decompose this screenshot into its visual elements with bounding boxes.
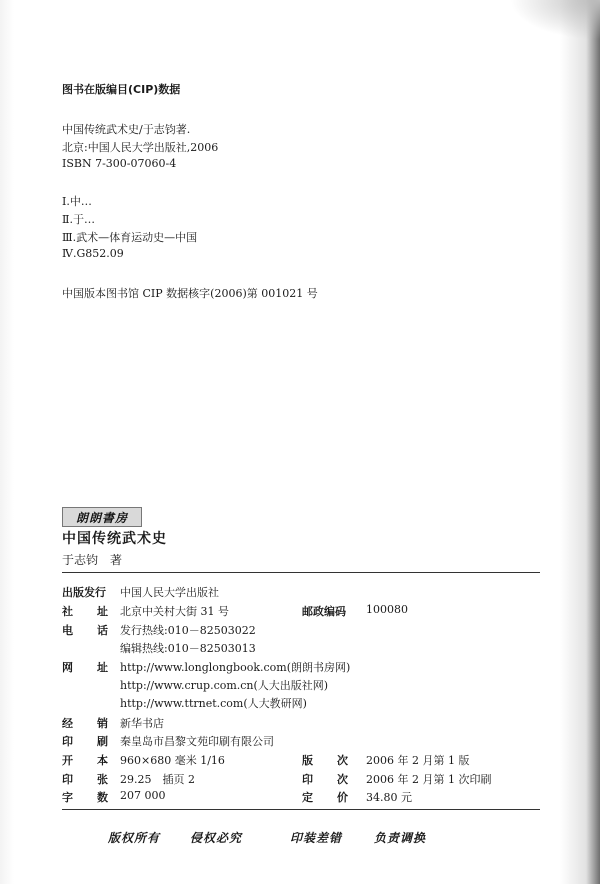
phone-sales: 发行热线:010－82503022	[120, 624, 256, 637]
printer-label	[62, 733, 108, 749]
scan-shadow	[510, 0, 600, 40]
label-char: 刷	[97, 735, 108, 748]
label-char: 数	[97, 791, 108, 804]
phone-label	[62, 622, 108, 638]
publisher-label: 出版发行	[62, 586, 106, 599]
phone-editorial: 编辑热线:010－82503013	[120, 642, 256, 655]
cip-class-line: Ⅲ.武术—体育运动史—中国	[62, 231, 198, 244]
label-char: 字	[62, 791, 73, 804]
rights-reserved: 版权所有	[108, 831, 161, 845]
label-char: 经	[62, 717, 73, 730]
logo-text: 朗朗書房	[75, 510, 128, 525]
label-char: 印	[62, 735, 73, 748]
format-value: 960×680 毫米 1/16	[120, 754, 225, 767]
impression-label	[302, 771, 348, 787]
publisher-value: 中国人民大学出版社	[120, 586, 219, 599]
format-label	[62, 752, 108, 768]
cip-class-line: Ⅱ.于…	[62, 213, 95, 226]
cip-publisher-line: 北京:中国人民大学出版社,2006	[62, 141, 219, 154]
sheets-label	[62, 771, 108, 787]
word-count-label	[62, 789, 108, 805]
edition-label	[302, 752, 348, 768]
label-char: 社	[62, 605, 73, 618]
bottom-divider	[62, 809, 540, 810]
label-char: 话	[97, 624, 108, 637]
label-char: 定	[302, 791, 313, 804]
print-error-notice: 印装差错	[290, 831, 343, 845]
book-author: 于志钧 著	[62, 553, 123, 567]
publisher-logo	[62, 507, 142, 527]
cip-class-line: Ⅳ.G852.09	[62, 247, 124, 260]
label-char: 价	[337, 791, 348, 804]
postcode-label: 邮政编码	[302, 605, 346, 618]
label-char: 印	[62, 773, 73, 786]
top-divider	[62, 572, 540, 573]
impression-value: 2006 年 2 月第 1 次印刷	[366, 773, 492, 786]
label-char: 开	[62, 754, 73, 767]
cip-verification: 中国版本图书馆 CIP 数据核字(2006)第 001021 号	[62, 287, 318, 300]
book-title: 中国传统武术史	[62, 531, 167, 547]
label-char: 电	[62, 624, 73, 637]
label-char: 销	[97, 717, 108, 730]
distributor-value: 新华书店	[120, 717, 164, 730]
cip-title-line: 中国传统武术史/于志钧著.	[62, 123, 191, 136]
price-value: 34.80 元	[366, 791, 412, 804]
label-char: 网	[62, 661, 73, 674]
label-char: 本	[97, 754, 108, 767]
distributor-label	[62, 715, 108, 731]
website-link: http://www.crup.com.cn(人大出版社网)	[120, 679, 329, 692]
label-char: 址	[97, 661, 108, 674]
label-char: 印	[302, 773, 313, 786]
label-char: 次	[337, 773, 348, 786]
label-char: 版	[302, 754, 313, 767]
edition-value: 2006 年 2 月第 1 版	[366, 754, 470, 767]
postcode-value: 100080	[366, 603, 408, 616]
website-label	[62, 659, 108, 675]
infringement-notice: 侵权必究	[190, 831, 243, 845]
cip-heading: 图书在版编目(CIP)数据	[62, 83, 181, 96]
sheets-value: 29.25 插页 2	[120, 773, 195, 786]
address-value: 北京中关村大街 31 号	[120, 605, 229, 618]
label-char: 张	[97, 773, 108, 786]
word-count-value: 207 000	[120, 789, 166, 802]
label-char: 次	[337, 754, 348, 767]
website-link: http://www.longlongbook.com(朗朗书房网)	[120, 661, 351, 674]
label-char: 址	[97, 605, 108, 618]
website-link: http://www.ttrnet.com(人大教研网)	[120, 697, 307, 710]
printer-value: 秦皇岛市昌黎文苑印刷有限公司	[120, 735, 274, 748]
cip-class-line: Ⅰ.中…	[62, 195, 92, 208]
address-label	[62, 603, 108, 619]
cip-isbn-line: ISBN 7-300-07060-4	[62, 157, 177, 170]
price-label	[302, 789, 348, 805]
exchange-notice: 负责调换	[374, 831, 427, 845]
